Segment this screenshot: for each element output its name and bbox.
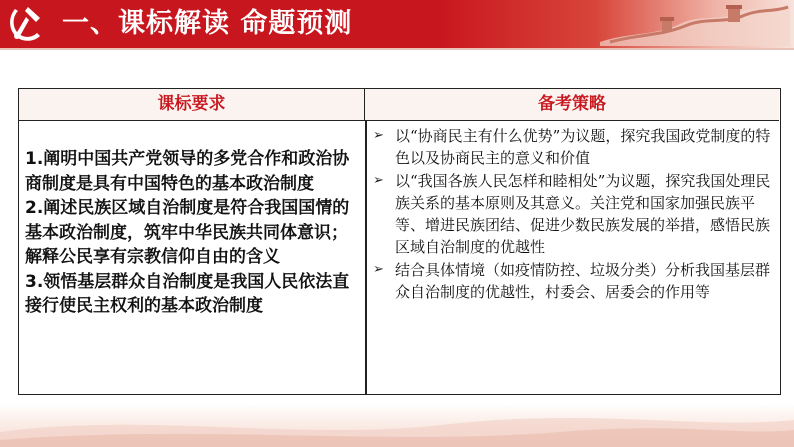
requirement-item: 1.阐明中国共产党领导的多党合作和政治协商制度是具有中国特色的基本政治制度 <box>25 149 350 194</box>
arrow-bullet-icon: ➢ <box>373 172 384 188</box>
curriculum-table <box>18 88 781 395</box>
requirement-item: 3.领悟基层群众自治制度是我国人民依法直接行使民主权利的基本政治制度 <box>25 271 350 316</box>
strategy-text: 以“我国各族人民怎样和睦相处”为议题，探究我国处理民族关系的基本原则及其意义。关注党和国家加强民族平等、增进民族团结、促进少数民族发展的举措，感悟民族区域自治制度的优越性 <box>395 171 771 257</box>
column-header-strategies: 备考策略 <box>365 89 779 121</box>
strategy-text: 以“协商民主有什么优势”为议题，探究我国政党制度的特色以及协商民主的意义和价值 <box>395 127 771 168</box>
page-title: 一、课标解读 命题预测 <box>62 8 353 39</box>
arrow-bullet-icon: ➢ <box>373 261 384 277</box>
party-emblem-icon <box>6 3 50 45</box>
arrow-bullet-icon: ➢ <box>373 128 384 143</box>
header-divider <box>0 48 794 50</box>
requirement-item: 2.阐述民族区域自治制度是符合我国国情的基本政治制度，筑牢中华民族共同体意识；解释公民享有宗教信仰自由的含义 <box>25 198 350 267</box>
strategies-cell <box>373 125 773 303</box>
great-wall-icon <box>600 2 790 46</box>
strategy-item <box>373 125 773 170</box>
title-banner <box>0 0 794 48</box>
requirements-cell <box>25 147 361 319</box>
column-header-requirements: 课标要求 <box>19 89 365 121</box>
footer-wave-decoration <box>0 402 794 447</box>
column-divider <box>365 121 367 394</box>
strategy-text: 结合具体情境（如疫情防控、垃圾分类）分析我国基层群众自治制度的优越性，村委会、居委会的作用等 <box>395 260 771 302</box>
strategy-item <box>373 170 773 259</box>
strategy-item <box>373 259 773 304</box>
